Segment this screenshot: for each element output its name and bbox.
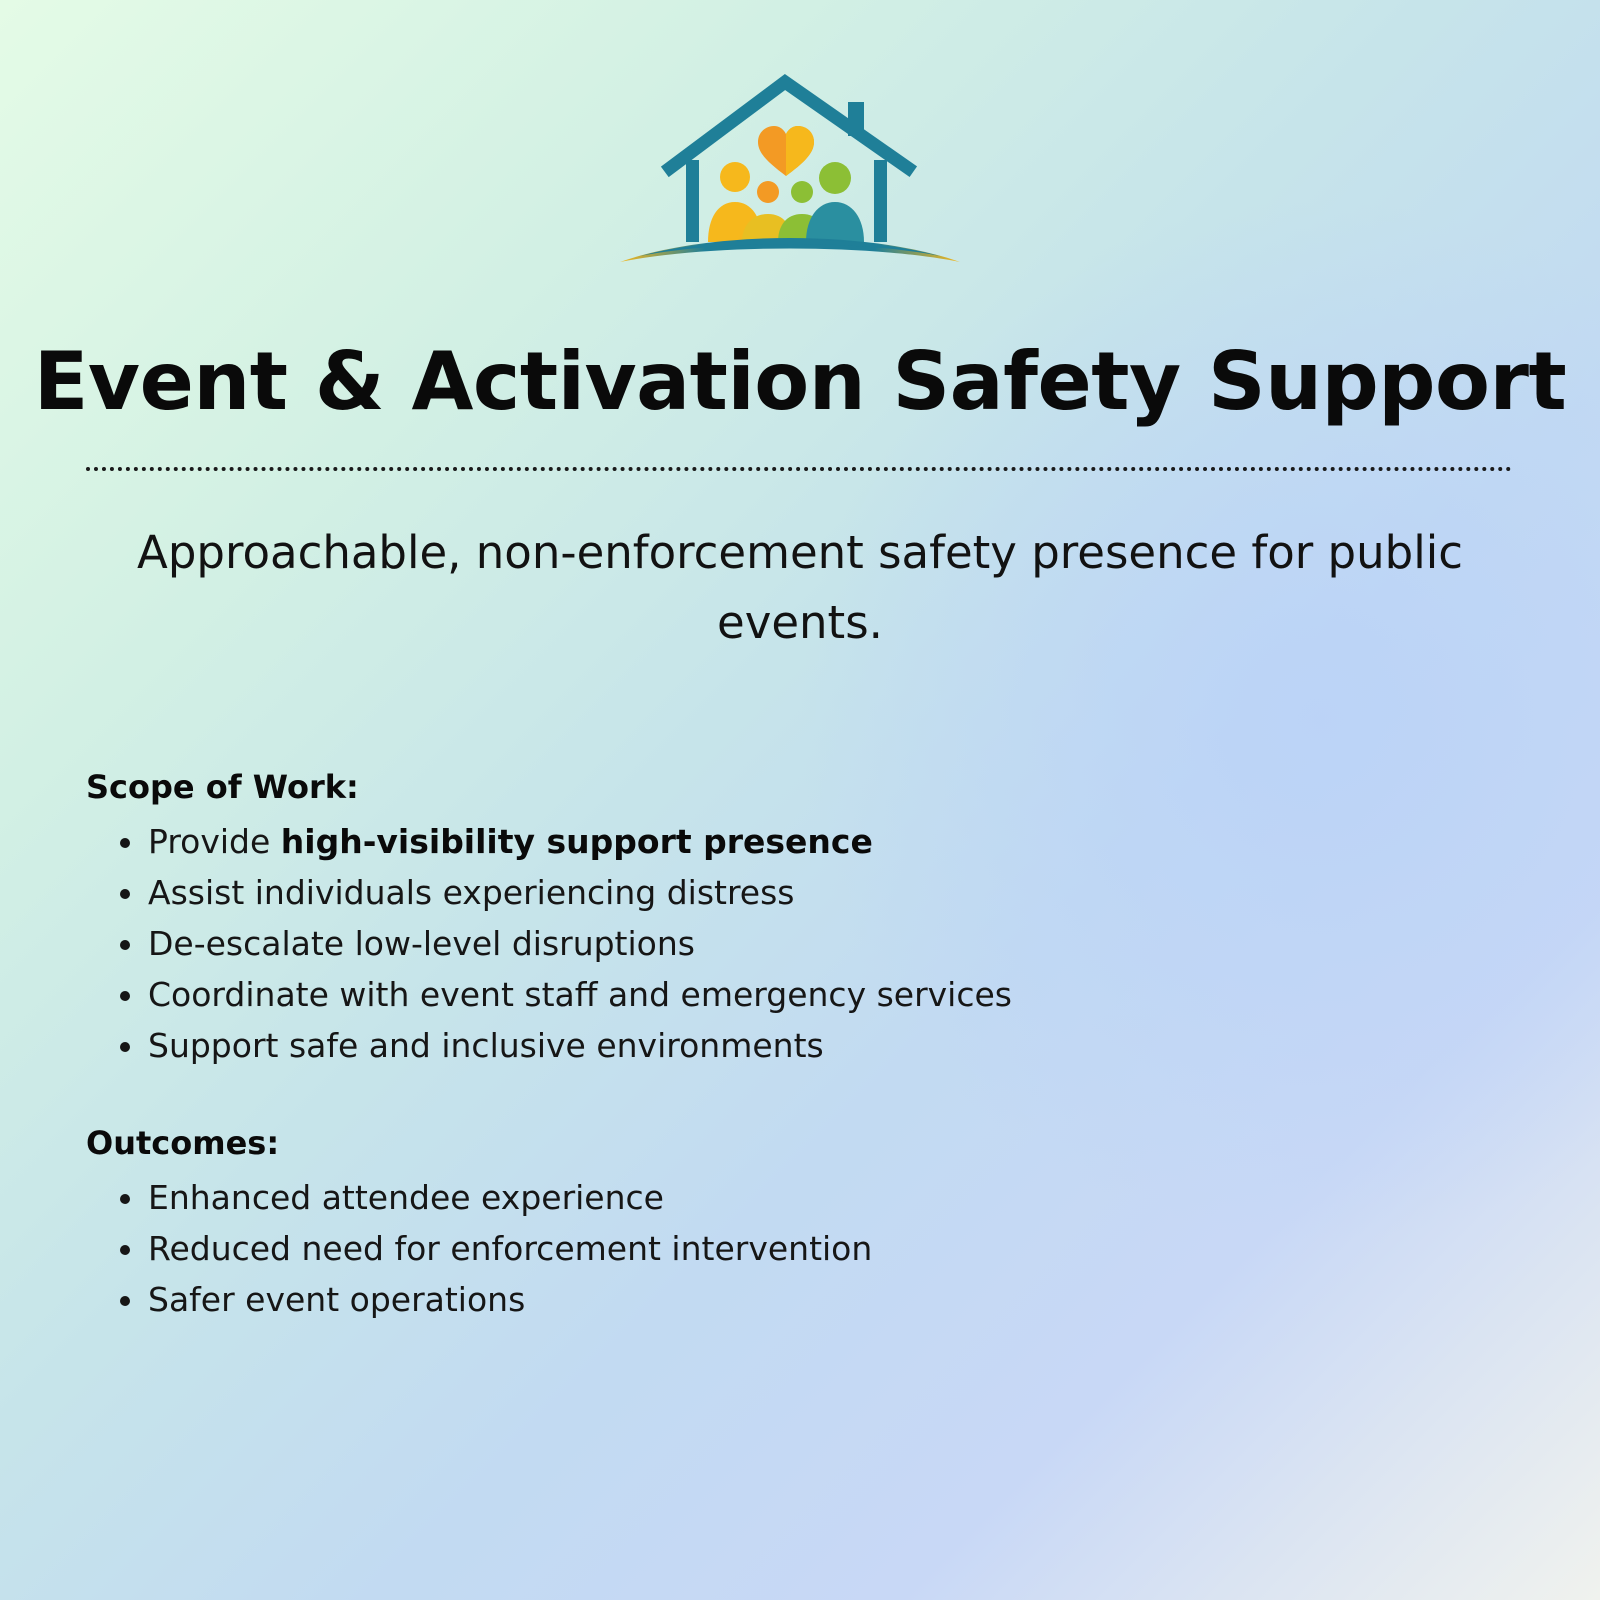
dotted-divider <box>86 467 1512 471</box>
scope-of-work-list <box>86 816 1286 1071</box>
outcomes-list <box>86 1172 1286 1325</box>
list-item <box>86 969 1286 1020</box>
list-item-text: Enhanced attendee experience <box>148 1178 664 1217</box>
list-item-text: Support safe and inclusive environments <box>148 1026 824 1065</box>
list-item-text: De-escalate low-level disruptions <box>148 924 695 963</box>
list-item <box>86 867 1286 918</box>
list-item <box>86 1274 1286 1325</box>
list-item-text: Safer event operations <box>148 1280 526 1319</box>
list-item-text: Reduced need for enforcement intervention <box>148 1229 873 1268</box>
scope-of-work-section <box>86 766 1286 1071</box>
outcomes-section <box>86 1122 1286 1325</box>
bullet-icon <box>120 889 130 899</box>
list-item <box>86 1172 1286 1223</box>
bullet-icon <box>120 991 130 1001</box>
bullet-icon <box>120 940 130 950</box>
list-item-text: Assist individuals experiencing distress <box>148 873 795 912</box>
bullet-icon <box>120 1042 130 1052</box>
list-item <box>86 1020 1286 1071</box>
bullet-icon <box>120 1245 130 1255</box>
list-item <box>86 816 1286 867</box>
list-item-text: Provide <box>148 822 281 861</box>
scope-of-work-heading: Scope of Work: <box>86 768 359 806</box>
list-item-text: Coordinate with event staff and emergency services <box>148 975 1012 1014</box>
page-title: Event & Activation Safety Support <box>33 335 1567 428</box>
bullet-icon <box>120 1194 130 1204</box>
house-family-heart-logo-icon <box>620 70 980 280</box>
subtitle: Approachable, non-enforcement safety presence for public events. <box>137 526 1463 649</box>
outcomes-heading: Outcomes: <box>86 1124 280 1162</box>
bullet-icon <box>120 1296 130 1306</box>
list-item <box>86 918 1286 969</box>
bullet-icon <box>120 838 130 848</box>
list-item <box>86 1223 1286 1274</box>
list-item-bold-text: high-visibility support presence <box>280 822 873 861</box>
